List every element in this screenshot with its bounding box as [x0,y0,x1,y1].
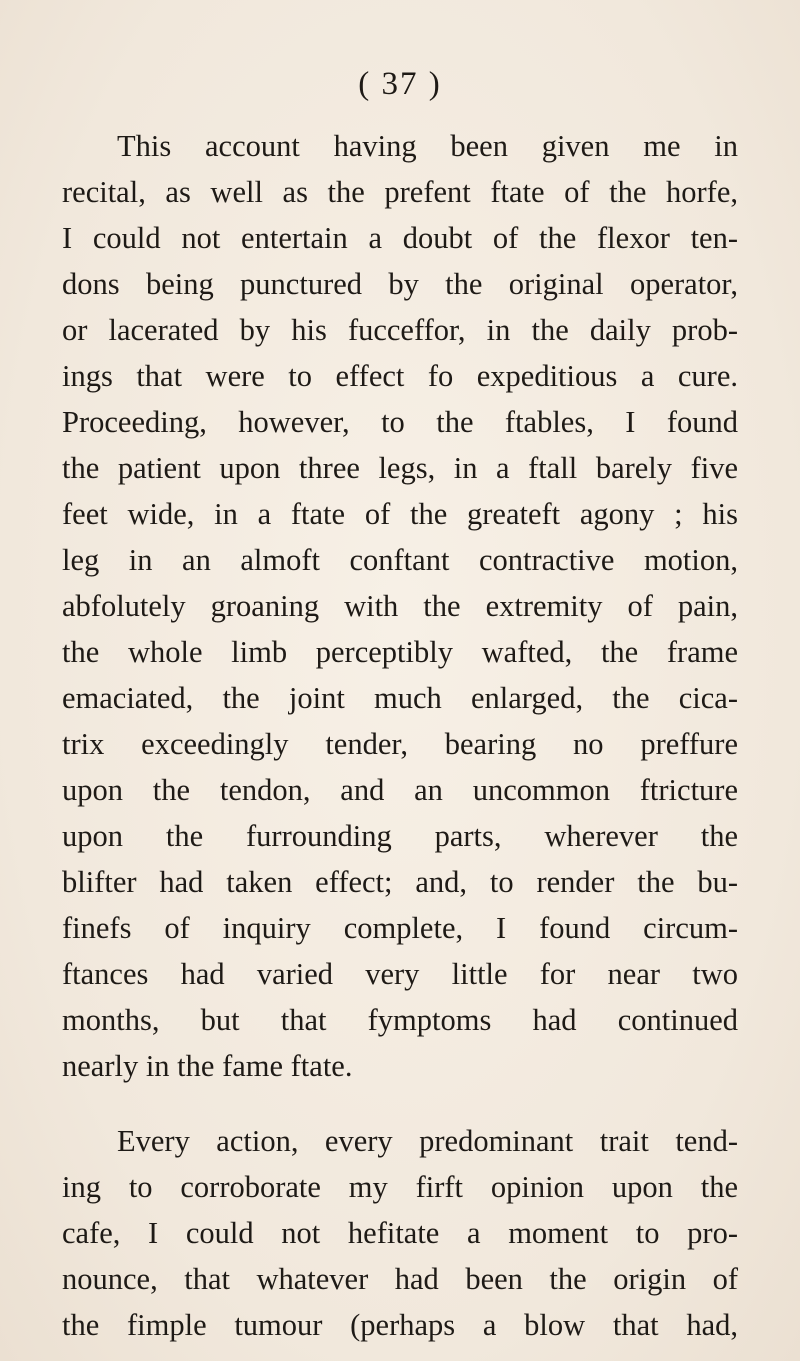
text-line: nounce, that whatever had been the origin of [62,1262,738,1296]
text-line: emaciated, the joint much enlarged, the cica- [62,681,738,715]
text-line: ftances had varied very little for near two [62,957,738,991]
text-line: the whole limb perceptibly wafted, the frame [62,635,738,669]
text-line: recital, as well as the prefent ftate of the horfe, [62,175,738,209]
text-line: the fimple tumour (perhaps a blow that had, [62,1308,738,1342]
text-line: I could not entertain a doubt of the flexor ten- [62,221,738,255]
text-line: blifter had taken effect; and, to render the bu- [62,865,738,899]
text-line: nearly in the fame ftate. [62,1049,353,1083]
text-line: This account having been given me in [117,129,738,163]
text-line: feet wide, in a ftate of the greateft agony ; his [62,497,738,531]
text-line: upon the tendon, and an uncommon ftricture [62,773,738,807]
text-line: or lacerated by his fucceffor, in the daily prob- [62,313,738,347]
text-line: trix exceedingly tender, bearing no preffure [62,727,738,761]
text-line: dons being punctured by the original operator, [62,267,738,301]
text-line: ing to corroborate my firft opinion upon the [62,1170,738,1204]
text-line: months, but that fymptoms had continued [62,1003,738,1037]
text-line: upon the furrounding parts, wherever the [62,819,738,853]
text-line: leg in an almoft conftant contractive motion, [62,543,738,577]
text-line: abfolutely groaning with the extremity of pain, [62,589,738,623]
text-line: ings that were to effect fo expeditious a cure. [62,359,738,393]
text-line: the patient upon three legs, in a ftall barely five [62,451,738,485]
text-line: Every action, every predominant trait tend- [117,1124,738,1158]
page-number: ( 37 ) [358,66,442,102]
text-line: finefs of inquiry complete, I found circum- [62,911,738,945]
text-line: cafe, I could not hefitate a moment to pro- [62,1216,738,1250]
text-line: Proceeding, however, to the ftables, I found [62,405,738,439]
